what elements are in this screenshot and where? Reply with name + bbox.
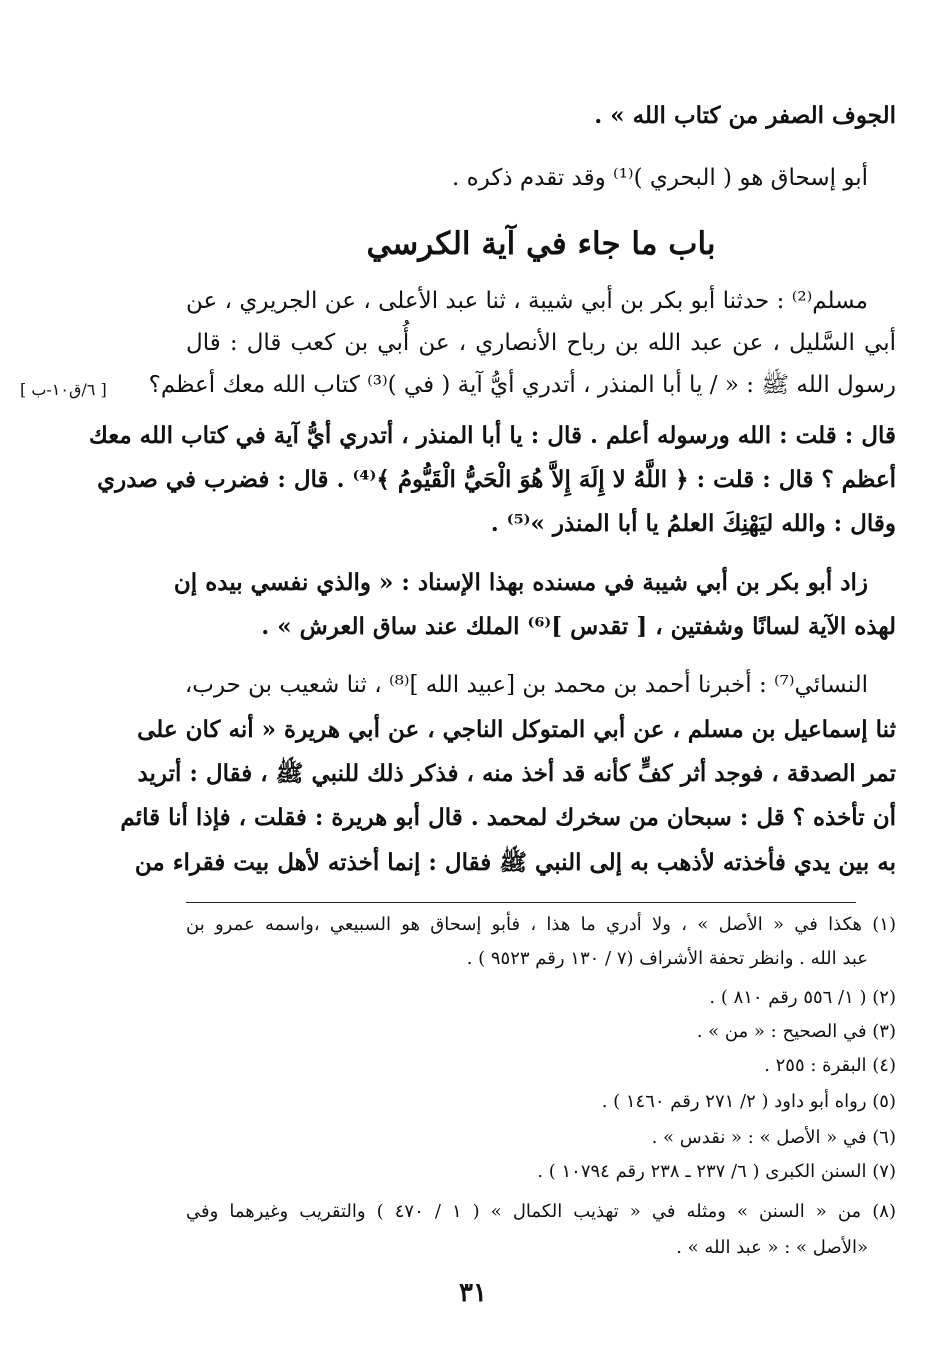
footnote-2: (٢) ( ١/ ٥٥٦ رقم ٨١٠ ) . xyxy=(709,987,896,1008)
body-line-12: ثنا إسماعيل بن مسلم ، عن أبي المتوكل الناجي ، عن أبي هريرة « أنه كان على xyxy=(137,716,896,743)
body-line-4: أبي السَّليل ، عن عبد الله بن رباح الأنصاري ، عن أُبي بن كعب قال : قال xyxy=(186,330,896,356)
footnote-1-line-2: عبد الله . وانظر تحفة الأشراف (٧ / ١٣٠ رقم ٩٥٢٣ ) . xyxy=(466,948,868,969)
body-line-2: أبو إسحاق هو ( البحري )⁽¹⁾ وقد تقدم ذكره . xyxy=(452,165,868,191)
page-number: ٣١ xyxy=(459,1278,487,1308)
body-line-15: به بين يدي فأخذته لأذهب به إلى النبي ﷺ فقال : إنما أخذته لأهل بيت فقراء من xyxy=(134,849,896,876)
footnote-8-line-2: «الأصل » : « عبد الله » . xyxy=(676,1237,868,1258)
footnote-4: (٤) البقرة : ٢٥٥ . xyxy=(764,1055,896,1076)
body-line-13: تمر الصدقة ، فوجد أثر كفٍّ كأنه قد أخذ منه ، فذكر ذلك للنبي ﷺ ، فقال : أتريد xyxy=(137,760,896,787)
body-line-11: النسائي⁽⁷⁾ : أخبرنا أحمد بن محمد بن [عبيد الله ]⁽⁸⁾ ، ثنا شعيب بن حرب، xyxy=(184,672,868,698)
body-line-10: لهذه الآية لسانًا وشفتين ، [ تقدس ]⁽⁶⁾ الملك عند ساق العرش » . xyxy=(261,613,896,640)
footnote-separator xyxy=(186,902,856,903)
footnote-6: (٦) في « الأصل » : « نقدس » . xyxy=(651,1127,896,1148)
body-line-3: مسلم⁽²⁾ : حدثنا أبو بكر بن أبي شيبة ، ثنا عبد الأعلى ، عن الجريري ، عن xyxy=(186,288,868,314)
body-line-1: الجوف الصفر من كتاب الله » . xyxy=(594,102,896,129)
body-line-6: قال : قلت : الله ورسوله أعلم . قال : يا أبا المنذر ، أتدري أيُّ آية في كتاب الله معك xyxy=(88,422,896,449)
body-line-14: أن تأخذه ؟ قل : سبحان من سخرك لمحمد . قال أبو هريرة : فقلت ، فإذا أنا قائم xyxy=(120,804,896,831)
footnote-5: (٥) رواه أبو داود ( ٢/ ٢٧١ رقم ١٤٦٠ ) . xyxy=(601,1091,896,1112)
footnote-1-line-1: (١) هكذا في « الأصل » ، ولا أدري ما هذا ، فأبو إسحاق هو السبيعي ،واسمه عمرو بن xyxy=(186,914,896,935)
footnote-3: (٣) في الصحيح : « من » . xyxy=(696,1021,896,1042)
body-line-7: أعظم ؟ قال : قلت : ﴿ اللَّهُ لا إِلَهَ إِلاَّ هُوَ الْحَيُّ الْقَيُّومُ ﴾⁽⁴⁾ . قال : فضرب في صدري xyxy=(97,466,896,493)
manuscript-folio-note: [ ٦/ق١٠-ب ] xyxy=(20,380,107,399)
body-line-8: وقال : والله ليَهْنِكَ العلمُ يا أبا المنذر »⁽⁵⁾ . xyxy=(490,510,896,537)
body-line-9: زاد أبو بكر بن أبي شيبة في مسنده بهذا الإسناد : « والذي نفسي بيده إن xyxy=(173,569,868,596)
footnote-7: (٧) السنن الكبرى ( ٦/ ٢٣٧ ـ ٢٣٨ رقم ١٠٧٩٤ ) . xyxy=(537,1161,896,1182)
section-heading: باب ما جاء في آية الكرسي xyxy=(366,226,716,262)
footnote-8-line-1: (٨) من « السنن » ومثله في « تهذيب الكمال » ( ١ / ٤٧٠ ) والتقريب وغيرهما وفي xyxy=(186,1201,896,1222)
body-line-5: رسول الله ﷺ : « / يا أبا المنذر ، أتدري أيُّ آية ( في )⁽³⁾ كتاب الله معك أعظم؟ xyxy=(148,372,896,398)
